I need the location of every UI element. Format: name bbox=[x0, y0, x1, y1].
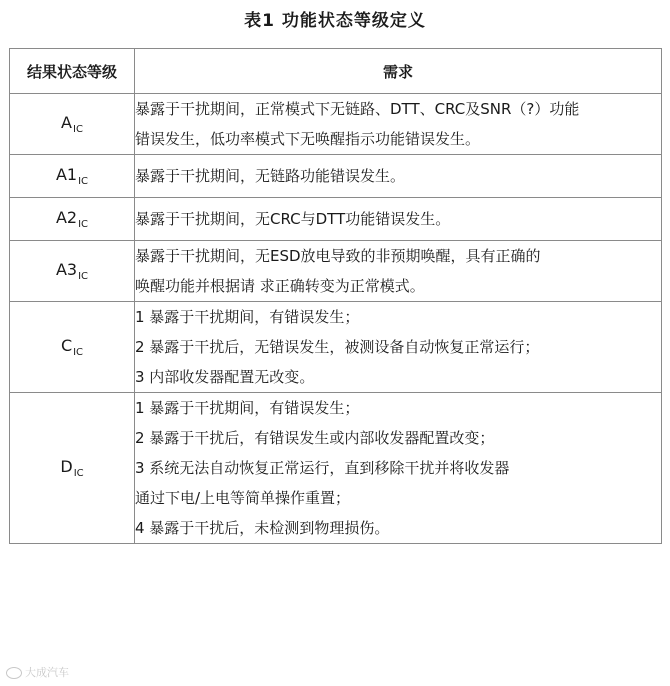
table-caption: 表1 功能状态等级定义 bbox=[244, 11, 426, 31]
grade-cell bbox=[10, 393, 135, 544]
requirement-line: 暴露于干扰期间，正常模式下无链路、DTT、CRC及SNR（?）功能 bbox=[135, 100, 580, 118]
requirement-line: 暴露于干扰期间，无CRC与DTT功能错误发生。 bbox=[135, 210, 451, 228]
grade-cell bbox=[10, 94, 135, 155]
requirement-line: 错误发生，低功率模式下无唤醒指示功能错误发生。 bbox=[135, 130, 481, 148]
requirement-line: 1 暴露于干扰期间，有错误发生； bbox=[135, 399, 360, 417]
requirement-line: 2 暴露于干扰后，无错误发生，被测设备自动恢复正常运行； bbox=[135, 338, 540, 356]
requirement-cell bbox=[135, 241, 662, 302]
grade-cell bbox=[10, 302, 135, 393]
requirement-line: 3 系统无法自动恢复正常运行，直到移除干扰并将收发器 bbox=[135, 459, 510, 477]
requirement-cell bbox=[135, 393, 662, 544]
grade-cell bbox=[10, 198, 135, 241]
grade-label: A2 bbox=[55, 208, 78, 227]
grade-subscript: IC bbox=[73, 347, 84, 358]
requirement-line: 2 暴露于干扰后，有错误发生或内部收发器配置改变； bbox=[135, 429, 495, 447]
grade-cell bbox=[10, 241, 135, 302]
function-status-table bbox=[9, 48, 662, 544]
table-row bbox=[10, 302, 662, 393]
grade-label: C bbox=[60, 336, 73, 355]
grade-subscript: IC bbox=[78, 219, 89, 230]
requirement-cell bbox=[135, 198, 662, 241]
requirement-line: 通过下电/上电等简单操作重置； bbox=[135, 489, 351, 507]
requirement-line: 1 暴露于干扰期间，有错误发生； bbox=[135, 308, 360, 326]
requirement-line: 4 暴露于干扰后，未检测到物理损伤。 bbox=[135, 519, 390, 537]
header-row bbox=[10, 49, 662, 94]
grade-label: A1 bbox=[55, 165, 78, 184]
requirement-cell bbox=[135, 302, 662, 393]
weibo-icon bbox=[6, 667, 22, 679]
grade-subscript: IC bbox=[78, 176, 89, 187]
requirement-line: 唤醒功能并根据请 求正确转变为正常模式。 bbox=[135, 277, 425, 295]
grade-subscript: IC bbox=[78, 271, 89, 282]
requirement-line: 暴露于干扰期间，无链路功能错误发生。 bbox=[135, 167, 406, 185]
grade-subscript: IC bbox=[73, 124, 83, 135]
table-row bbox=[10, 94, 662, 155]
watermark bbox=[6, 664, 69, 680]
requirement-cell bbox=[135, 155, 662, 198]
table-row bbox=[10, 241, 662, 302]
table-row bbox=[10, 155, 662, 198]
requirement-line: 暴露于干扰期间，无ESD放电导致的非预期唤醒，具有正确的 bbox=[135, 247, 541, 265]
table-row bbox=[10, 393, 662, 544]
table-row bbox=[10, 198, 662, 241]
grade-cell bbox=[10, 155, 135, 198]
watermark-text: 大成汽车 bbox=[25, 666, 69, 679]
requirement-cell bbox=[135, 94, 662, 155]
requirement-line: 3 内部收发器配置无改变。 bbox=[135, 368, 315, 386]
grade-label: A bbox=[61, 113, 72, 132]
grade-subscript: IC bbox=[73, 468, 84, 479]
header-requirement: 需求 bbox=[135, 49, 662, 94]
header-grade: 结果状态等级 bbox=[10, 49, 135, 94]
grade-label: D bbox=[60, 457, 73, 476]
grade-label: A3 bbox=[55, 260, 78, 279]
